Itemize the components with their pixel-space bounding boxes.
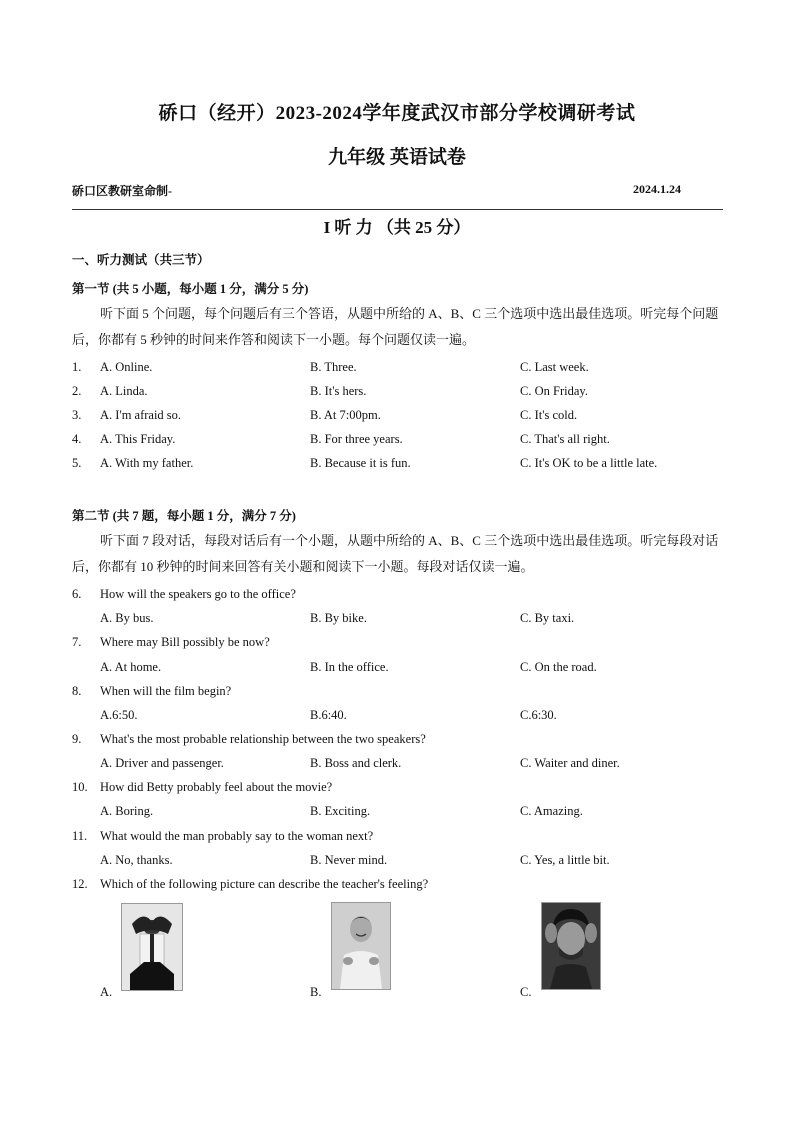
question-stem: When will the film begin? (100, 684, 232, 698)
section-title: I 听 力 （共 25 分） (323, 218, 471, 237)
option-b: B. At 7:00pm. (310, 408, 381, 422)
option-c: C. Last week. (520, 360, 589, 374)
option-c: C. It's cold. (520, 408, 578, 422)
option-a: A. At home. (100, 660, 162, 674)
part1-heading: 第一节 (共 5 小题，每小题 1 分，满分 5 分) (72, 282, 309, 296)
question-number: 7. (72, 635, 82, 649)
question-stem: What's the most probable relationship between the two speakers? (100, 732, 426, 746)
header-divider (72, 209, 723, 210)
option-c: C. Amazing. (520, 804, 583, 818)
option-a: A. Boring. (100, 804, 154, 818)
question-number: 6. (72, 587, 82, 601)
question-stem: How did Betty probably feel about the movie? (100, 780, 333, 794)
option-b: B. Because it is fun. (310, 456, 411, 470)
picture-a-image (121, 903, 183, 991)
question-stem: How will the speakers go to the office? (100, 587, 296, 601)
option-a: A. (100, 985, 113, 999)
picture-c-image (541, 902, 601, 990)
question-number: 9. (72, 732, 82, 746)
question-stem: What would the man probably say to the woman next? (100, 829, 374, 843)
option-a: A.6:50. (100, 708, 138, 722)
option-c: C. By taxi. (520, 611, 575, 625)
question-number: 10. (72, 780, 88, 794)
part2-heading: 第二节 (共 7 题，每小题 1 分，满分 7 分) (72, 509, 296, 523)
question-number: 2. (72, 384, 82, 398)
question-number: 1. (72, 360, 82, 374)
option-b: B. Boss and clerk. (310, 756, 402, 770)
option-c: C. It's OK to be a little late. (520, 456, 658, 470)
part-label: 一、听力测试（共三节） (72, 253, 210, 267)
author-line: 硚口区教研室命制- (72, 184, 172, 198)
question-number: 8. (72, 684, 82, 698)
question-number: 11. (72, 829, 88, 843)
question-number: 4. (72, 432, 82, 446)
option-b: B. It's hers. (310, 384, 367, 398)
question-number: 5. (72, 456, 82, 470)
option-c: C. (520, 985, 532, 999)
option-c: C. On Friday. (520, 384, 588, 398)
part2-instruction: 听下面 7 段对话，每段对话后有一个小题，从题中所给的 A、B、C 三个选项中选出最佳选项。听完每段对话后，你都有 10 秒钟的时间来回答有关小题和阅读下一小题。每段对话仅读一遍。 (72, 533, 719, 574)
option-c: C. On the road. (520, 660, 597, 674)
option-a: A. I'm afraid so. (100, 408, 182, 422)
option-b: B. In the office. (310, 660, 389, 674)
option-b: B. (310, 985, 322, 999)
option-a: A. This Friday. (100, 432, 176, 446)
part1-instruction: 听下面 5 个问题，每个问题后有三个答语，从题中所给的 A、B、C 三个选项中选出最佳选项。听完每个问题后，你都有 5 秒钟的时间来作答和阅读下一小题。每个问题仅读一遍。 (72, 306, 719, 347)
option-b: B.6:40. (310, 708, 347, 722)
option-a: A. No, thanks. (100, 853, 173, 867)
exam-date: 2024.1.24 (633, 182, 681, 196)
option-b: B. For three years. (310, 432, 403, 446)
option-b: B. Never mind. (310, 853, 388, 867)
option-a: A. With my father. (100, 456, 194, 470)
option-c: C.6:30. (520, 708, 557, 722)
option-b: B. Exciting. (310, 804, 371, 818)
option-a: A. Online. (100, 360, 153, 374)
option-a: A. Driver and passenger. (100, 756, 224, 770)
question-stem: Where may Bill possibly be now? (100, 635, 270, 649)
option-a: A. Linda. (100, 384, 148, 398)
option-c: C. That's all right. (520, 432, 610, 446)
picture-b-image (331, 902, 391, 990)
question-number: 3. (72, 408, 82, 422)
exam-title: 硚口（经开）2023-2024学年度武汉市部分学校调研考试 (158, 103, 636, 124)
option-a: A. By bus. (100, 611, 154, 625)
exam-subtitle: 九年级 英语试卷 (328, 147, 466, 168)
option-c: C. Waiter and diner. (520, 756, 620, 770)
question-number: 12. (72, 877, 88, 891)
option-b: B. Three. (310, 360, 357, 374)
option-c: C. Yes, a little bit. (520, 853, 610, 867)
question-stem: Which of the following picture can describe the teacher's feeling? (100, 877, 429, 891)
option-b: B. By bike. (310, 611, 367, 625)
